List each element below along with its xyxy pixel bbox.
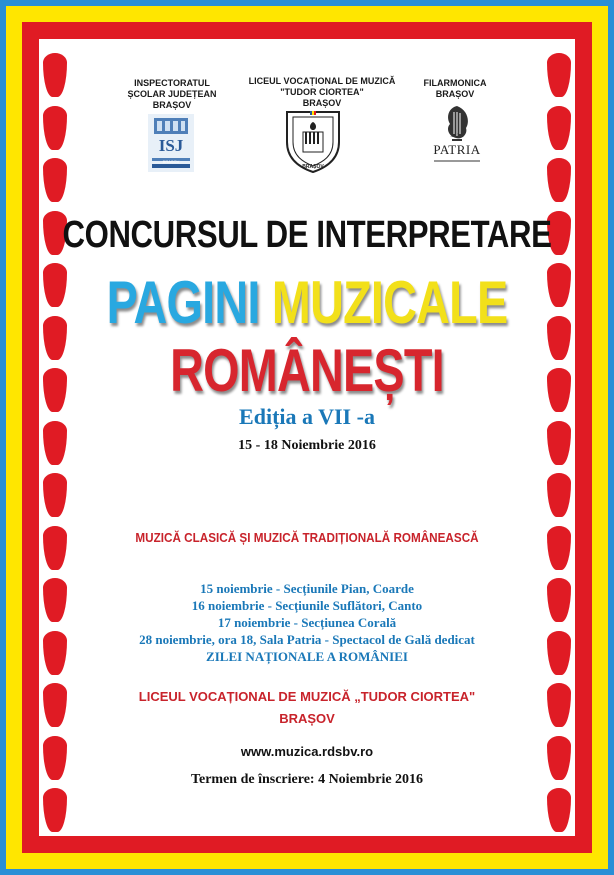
red-drop-decoration [547,263,571,307]
schedule-item: ZILEI NAȚIONALE A ROMÂNIEI [206,649,408,664]
header-center-org [232,76,412,109]
event-dates: 15 - 18 Noiembrie 2016 [238,438,376,453]
school-crest-icon [281,108,345,174]
red-drop-decoration [43,53,67,97]
red-drop-decoration [43,473,67,517]
org-line: BRAȘOV [435,89,475,99]
title-word-muzicale: MUZICALE [271,269,508,336]
red-drop-decoration [547,316,571,360]
title-line2 [68,268,547,337]
registration-deadline: Termen de înscriere: 4 Noiembrie 2016 [190,772,424,787]
org-line: INSPECTORATUL [134,78,210,88]
schedule-item: 16 noiembrie - Secțiunile Suflători, Canto [191,598,423,613]
isj-logo-text: ISJ [158,136,184,155]
crest-bottom-text: BRAȘOV [302,164,324,170]
title-line3: ROMÂNEȘTI [170,337,444,404]
red-drop-decoration [43,106,67,150]
schedule-list [0,580,614,665]
red-drop-decoration [43,158,67,202]
harp-logo-icon [428,104,486,166]
isj-logo-icon [148,114,194,172]
event-subtitle: MUZICĂ CLASICĂ ȘI MUZICĂ TRADIȚIONALĂ ROMÂNEASCĂ [135,530,479,545]
isj-logo-subtext: BRAȘOV [162,159,180,164]
schedule-item: 15 noiembrie - Secțiunile Pian, Coarde [200,581,414,596]
edition-label: Ediția a VII -a [239,404,375,429]
header-right-org [410,78,500,100]
org-line: "TUDOR CIORTEA" [280,87,364,97]
schedule-item: 28 noiembrie, ora 18, Sala Patria - Spectacol de Gală dedicat [139,632,475,647]
patria-underline [434,160,480,162]
title-line1: CONCURSUL DE INTERPRETARE [62,214,552,256]
red-drop-decoration [43,316,67,360]
red-drop-decoration [547,106,571,150]
red-drop-decoration [547,473,571,517]
header-left-org [112,78,232,111]
website-link[interactable]: www.muzica.rdsbv.ro [240,744,374,759]
organizer-line: BRAȘOV [279,711,335,726]
schedule-item: 17 noiembrie - Secțiunea Corală [217,615,397,630]
organizer-line: LICEUL VOCAȚIONAL DE MUZICĂ „TUDOR CIORTEA" [138,689,476,704]
patria-logo-text: PATRIA [433,142,481,157]
title-word-pagini: PAGINI [106,269,260,336]
red-drop-decoration [547,788,571,832]
red-drop-decoration [43,263,67,307]
org-line: BRAȘOV [302,98,342,108]
red-drop-decoration [43,788,67,832]
patria-small-text: SALA [450,134,464,139]
org-line: ȘCOLAR JUDEȚEAN [127,89,217,99]
org-line: FILARMONICA [423,78,487,88]
org-line: LICEUL VOCAȚIONAL DE MUZICĂ [248,76,396,86]
organizer-block [0,686,614,730]
org-line: BRAȘOV [152,100,192,110]
red-drop-decoration [547,53,571,97]
red-drop-decoration [547,158,571,202]
